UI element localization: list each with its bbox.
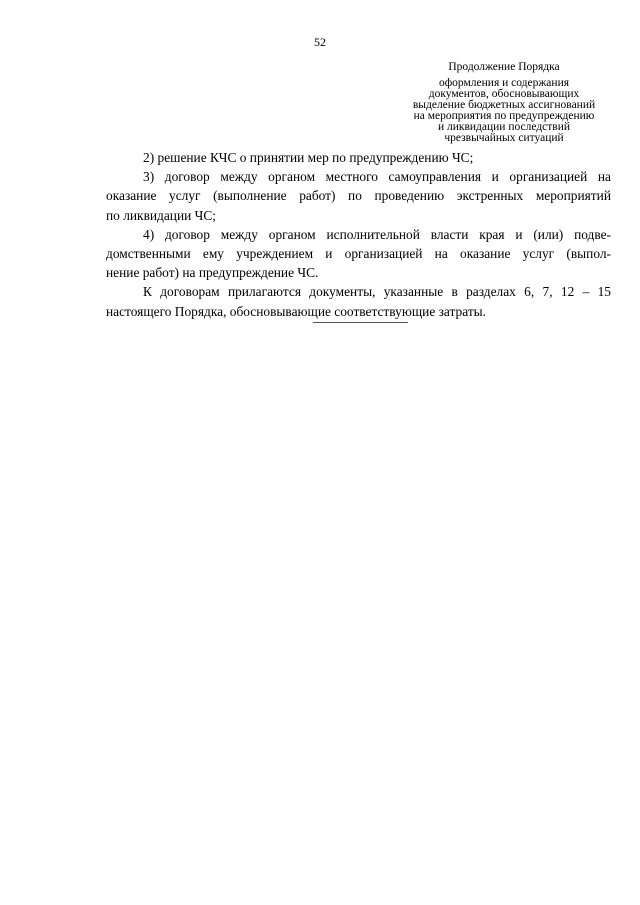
paragraph [106,225,611,283]
text-line: К договорам прилагаются документы, указанные в разделах 6, 7, 12 – 15 [143,284,611,300]
header-line: и ликвидации последствий [437,121,571,133]
text-line: 2) решение КЧС о принятии мер по предупреждению ЧС; [143,150,474,165]
paragraph [106,167,611,225]
text-line: по ликвидации ЧС; [106,207,217,223]
text-line: 3) договор между органом местного самоуправления и организацией на [143,169,611,185]
header-line: Продолжение Порядка [448,61,560,73]
header-line: оформления и содержания [438,77,570,89]
text-line: нение работ) на предупреждение ЧС. [106,265,319,281]
header-line: документов, обосновывающих [428,88,580,100]
document-body [106,148,611,321]
text-line: настоящего Порядка, обосновывающие соответствующие затраты. [106,303,487,319]
text-line: оказание услуг (выполнение работ) по проведению экстренных мероприятий [106,188,611,204]
header-line: чрезвычайных ситуаций [444,132,564,144]
document-header [392,62,616,144]
header-line: на мероприятия по предупреждению [413,110,595,122]
text-line: 4) договор между органом исполнительной власти края и (или) подве- [143,226,611,242]
paragraph [106,282,611,320]
paragraph [106,148,611,167]
page-number: 52 [314,35,326,49]
header-line: выделение бюджетных ассигнований [412,99,596,111]
text-line: домственными ему учреждением и организацией на оказание услуг (выпол- [106,246,611,262]
separator-line [313,322,408,323]
